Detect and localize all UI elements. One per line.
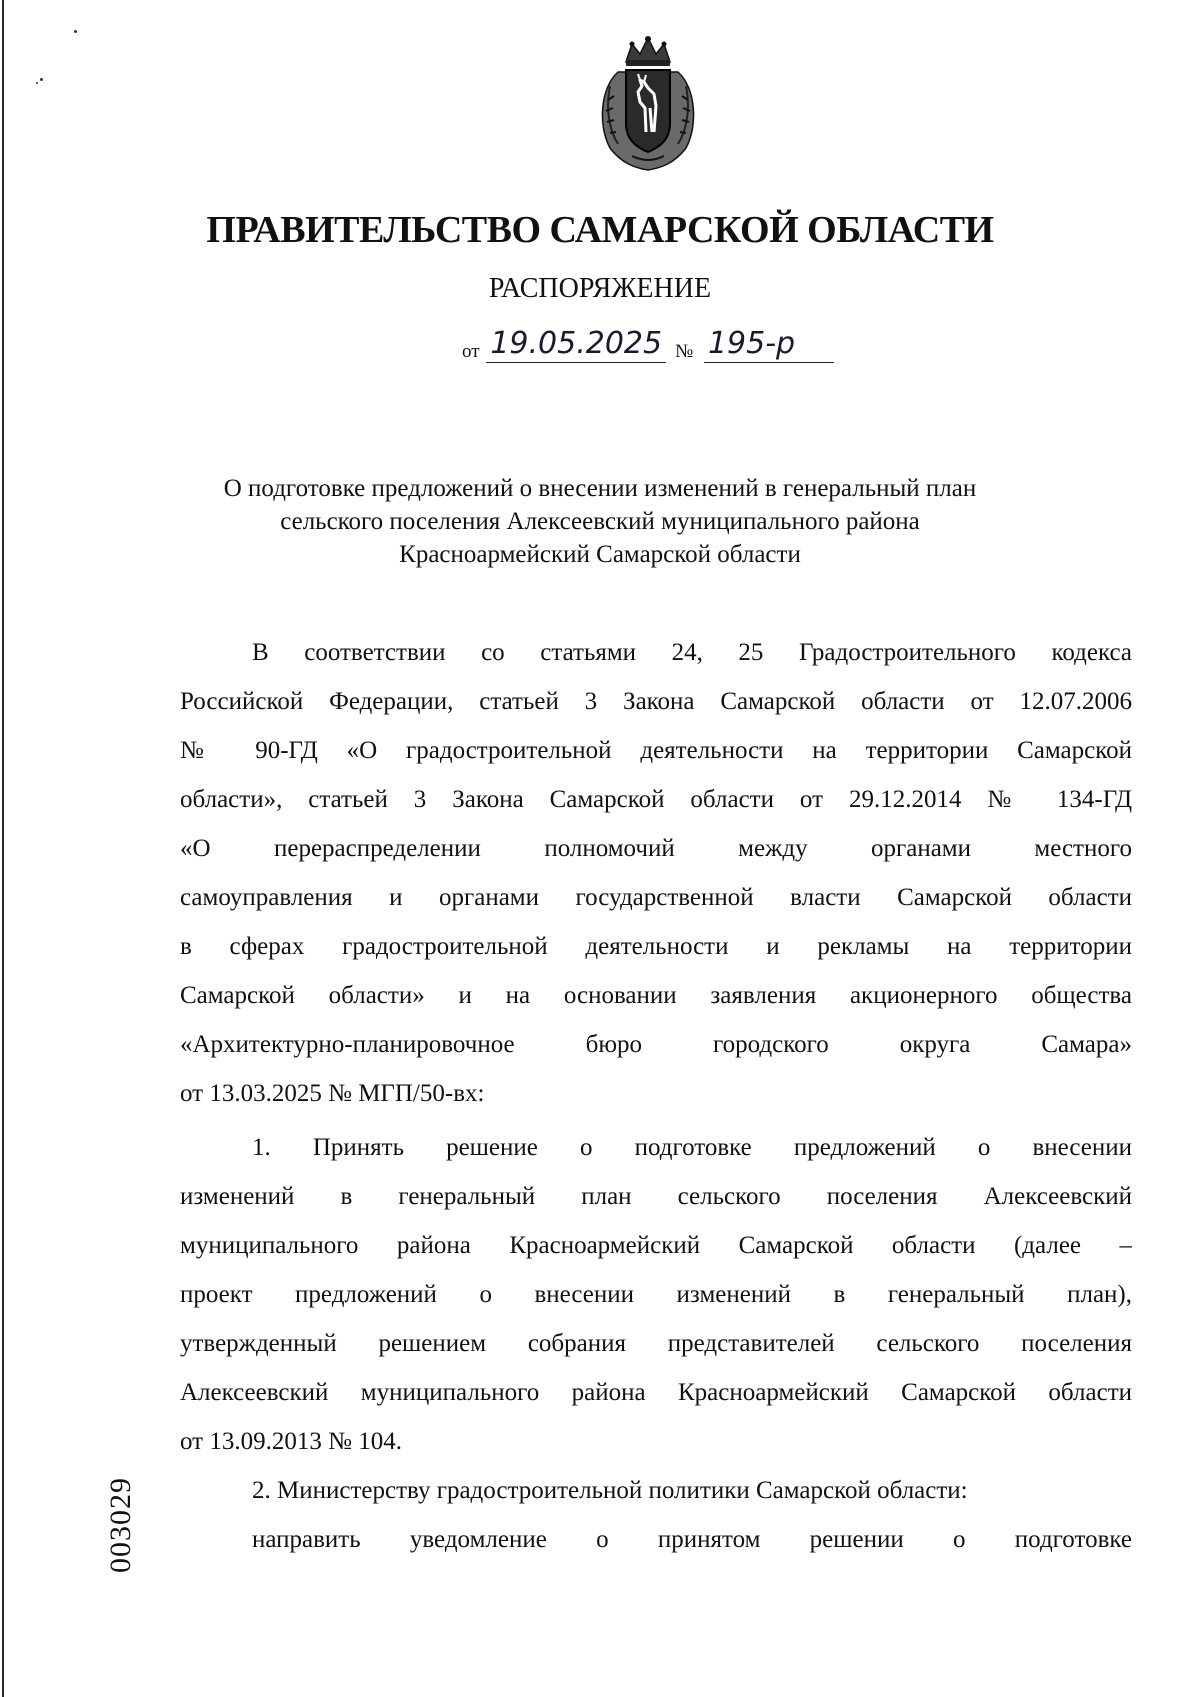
text-line: изменений в генеральный план сельского поселения Алексеевский [180,1183,1132,1210]
text-line: муниципального района Красноармейский Самарской области (далее – [180,1232,1132,1259]
subject-line: Красноармейский Самарской области [399,541,801,568]
document-reference [462,326,834,370]
number-label: № [675,341,694,362]
text-line: «О перераспределении полномочий между органами местного [180,835,1132,862]
text-line: утвержденный решением собрания представителей сельского поселения [180,1330,1132,1357]
text-line: в сферах градостроительной деятельности и рекламы на территории [180,933,1132,960]
document-subject [150,472,1050,571]
text-line: от 13.03.2025 № МГП/50-вх: [180,1080,485,1107]
subject-line: сельского поселения Алексеевский муниципального района [280,508,920,535]
scan-speck [40,78,43,81]
document-date: 19.05.2025 [486,326,666,363]
document-number: 195-р [704,326,834,363]
text-line: области», статьей 3 Закона Самарской области от 29.12.2014 № 134-ГД [180,786,1132,813]
subject-line: О подготовке предложений о внесении изменений в генеральный план [223,475,977,502]
scan-edge [2,0,4,1697]
side-registration-number: 003029 [104,1477,137,1573]
samara-region-coat-of-arms-icon [596,36,700,171]
preamble-paragraph [180,628,1132,1118]
text-line: проект предложений о внесении изменений в генеральный план), [180,1281,1132,1308]
text-line: 1. Принять решение о подготовке предложений о внесении [252,1134,1132,1161]
text-line: 2. Министерству градостроительной политики Самарской области: [252,1477,968,1504]
text-line: Самарской области» и на основании заявления акционерного общества [180,982,1132,1009]
text-line: В соответствии со статьями 24, 25 Градостроительного кодекса [252,639,1132,666]
date-label: от [462,341,480,362]
text-line: направить уведомление о принятом решении о подготовке [252,1526,1132,1553]
text-line: № 90-ГД «О градостроительной деятельности на территории Самарской [180,737,1132,764]
organization-title: ПРАВИТЕЛЬСТВО САМАРСКОЙ ОБЛАСТИ [206,209,994,251]
document-type: РАСПОРЯЖЕНИЕ [488,273,712,304]
text-line: самоуправления и органами государственной власти Самарской области [180,884,1132,911]
item-1-paragraph [180,1123,1132,1466]
text-line: Российской Федерации, статьей 3 Закона Самарской области от 12.07.2006 [180,688,1132,715]
scan-speck [36,82,38,84]
text-line: от 13.09.2013 № 104. [180,1428,402,1455]
scan-speck [74,30,77,33]
item-2-paragraph [180,1466,1132,1564]
text-line: Алексеевский муниципального района Красноармейский Самарской области [180,1379,1132,1406]
coat-of-arms-emblem [596,36,700,171]
text-line: «Архитектурно-планировочное бюро городского округа Самара» [180,1031,1132,1058]
